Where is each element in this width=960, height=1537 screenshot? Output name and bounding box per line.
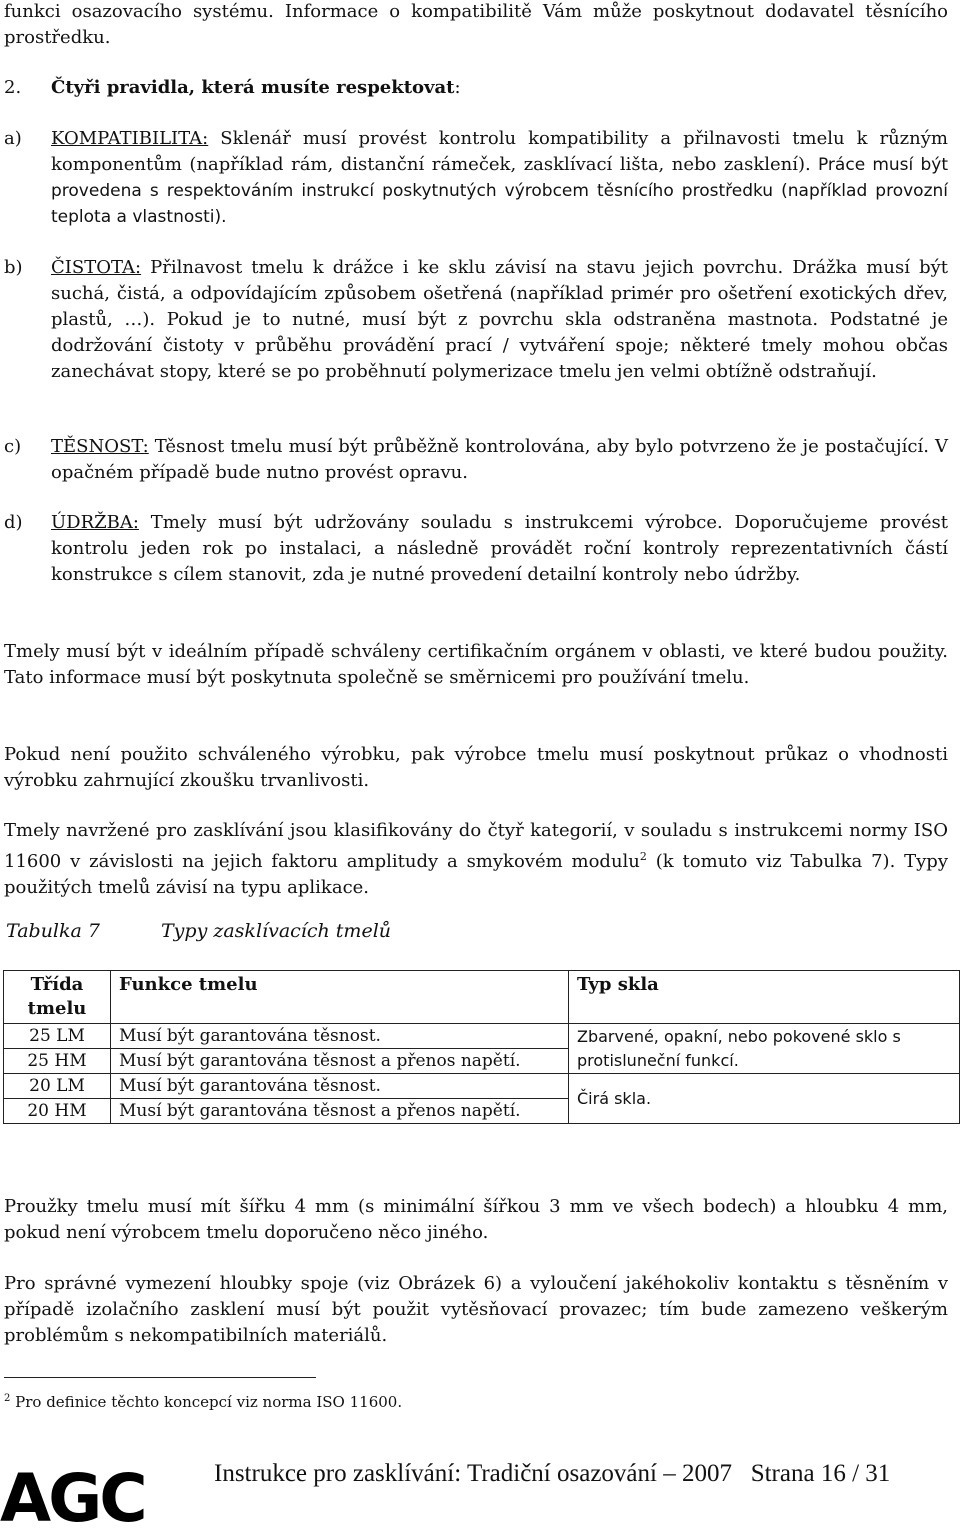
- agc-logo: AGC: [0, 1460, 145, 1537]
- footnote-divider: [4, 1377, 316, 1378]
- table-caption-label: Tabulka 7: [6, 920, 100, 942]
- table-row: 20 LM Musí být garantována těsnost. Čirá skla.: [4, 1074, 960, 1099]
- rule-maintenance: d) ÚDRŽBA: Tmely musí být udržovány souladu s instrukcemi výrobce. Doporučujeme provést kontrolu jeden rok po instalaci, a následně provádět roční kontroly reprezentativních částí konstrukce s cílem stanovit, zda je nutné provedení detailní kontroly nebo údržby.: [4, 512, 948, 585]
- table-row: 25 LM Musí být garantována těsnost. Zbarvené, opakní, nebo pokovené sklo s protisluneční funkcí.: [4, 1024, 960, 1049]
- rule-term: ČISTOTA:: [51, 257, 142, 278]
- paragraph-unapproved: Pokud není použito schváleného výrobku, pak výrobce tmelu musí poskytnout průkaz o vhodnosti výrobku zahrnující zkoušku trvanlivosti.: [4, 744, 948, 791]
- table-caption: [6, 920, 391, 942]
- page-footer: Instrukce pro zasklívání: Tradiční osazování – 2007 Strana 16 / 31: [214, 1460, 891, 1487]
- table-header-row: [4, 971, 960, 1024]
- footnote-ref: 2: [639, 850, 647, 863]
- intro-continuation: funkci osazovacího systému. Informace o kompatibilitě Vám může poskytnout dodavatel těsnícího prostředku.: [4, 1, 948, 48]
- paragraph-strips: Proužky tmelu musí mít šířku 4 mm (s minimální šířkou 3 mm ve všech bodech) a hloubku 4 mm, pokud není výrobcem tmelu doporučeno něco jiného.: [4, 1196, 948, 1243]
- rule-tightness: c) TĚSNOST: Těsnost tmelu musí být průběžně kontrolována, aby bylo potvrzeno že je postačující. V opačném případě bude nutno provést opravu.: [4, 436, 948, 483]
- rule-term: KOMPATIBILITA:: [51, 128, 209, 149]
- rule-term: TĚSNOST:: [51, 436, 149, 457]
- section-heading: 2. Čtyři pravidla, která musíte respektovat:: [4, 75, 948, 101]
- footnote: $^2$ Pro definice těchto koncepcí viz norma ISO 11600.: [4, 1393, 403, 1411]
- paragraph-classes: Tmely navržené pro zasklívání jsou klasifikovány do čtyř kategorií, v souladu s instrukcemi normy ISO 11600 v závislosti na jejich faktoru amplitudy a smykovém modulu$^2$ (k tomuto viz Tabulka 7). Typy použitých tmelů závisí na typu aplikace.: [4, 820, 949, 898]
- paragraph-depth: Pro správné vymezení hloubky spoje (viz Obrázek 6) a vyloučení jakéhokoliv kontaktu s těsněním v případě izolačního zasklení musí být použit vytěsňovací provazec; tím bude zamezeno veškerým problémům s nekompatibilních materiálů.: [4, 1273, 948, 1346]
- section-title: Čtyři pravidla, která musíte respektovat: [51, 77, 455, 98]
- table-row: 20 HM Musí být garantována těsnost a přenos napětí.: [4, 1099, 960, 1124]
- rule-term: ÚDRŽBA:: [51, 512, 139, 533]
- glass-type-25: Zbarvené, opakní, nebo pokovené sklo s protisluneční funkcí.: [569, 1024, 960, 1074]
- header-glass: Typ skla: [569, 971, 960, 1024]
- table-row: 25 HM Musí být garantována těsnost a přenos napětí.: [4, 1049, 960, 1074]
- header-function: Funkce tmelu: [111, 971, 569, 1024]
- table-caption-title: Typy zasklívacích tmelů: [161, 920, 392, 942]
- paragraph-certification: Tmely musí být v ideálním případě schváleny certifikačním orgánem v oblasti, ve které budou použity. Tato informace musí být poskytnuta společně se směrnicemi pro používání tmelu.: [4, 641, 948, 688]
- rule-cleanliness: b) ČISTOTA: Přilnavost tmelu k drážce i ke sklu závisí na stavu jejich povrchu. Drážka musí být suchá, čistá, a odpovídajícím způsobem ošetřená (například primér pro ošetření exotických dřev, plastů, …). Pokud je to nutné, musí být z povrchu skla odstraněna mastnota. Podstatné je dodržování čistoty v průběhu provádění prací / vytváření spoje; některé tmely mohou občas zanechávat stopy, které se po proběhnutí polymerizace tmelu jen velmi obtížně odstraňují.: [4, 257, 948, 382]
- section-number: 2.: [4, 77, 22, 98]
- glass-type-20: Čirá skla.: [569, 1074, 960, 1124]
- header-class: Třída tmelu: [4, 971, 111, 1024]
- rule-compatibility: a) KOMPATIBILITA: Sklenář musí provést kontrolu kompatibility a přilnavosti tmelu k různým komponentům (například rám, distanční rámeček, zasklívací lišta, nebo zasklení). Práce musí být provedena s respektováním instrukcí poskytnutých výrobcem těsnícího prostředku (například provozní teplota a vlastnosti).: [4, 128, 948, 227]
- sealant-types-table: [3, 970, 960, 1124]
